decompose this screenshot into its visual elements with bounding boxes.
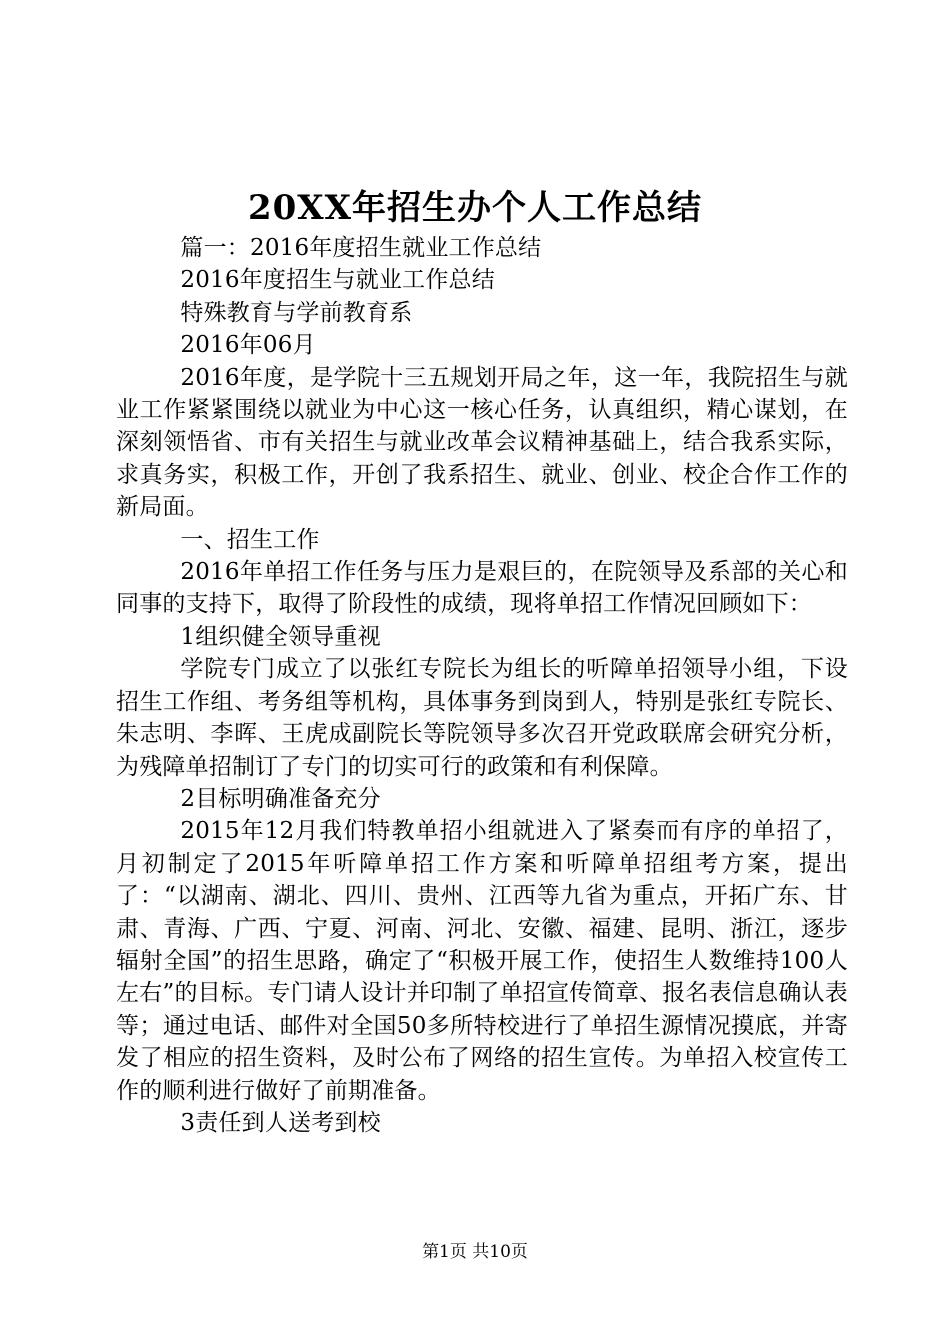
paragraph-report-title: 2016年度招生与就业工作总结 [180, 267, 495, 294]
paragraph-preparation: 2015年12月我们特教单招小组就进入了紧奏而有序的单招了，月初制定了2015年听障单招工作方案和听障单招组考方案，提出了：“以湖南、湖北、四川、贵州、江西等九省为重点，开拓广东、甘肃、青海、广西、宁夏、河南、河北、安徽、福建、昆明、浙江，逐步辐射全国”的招生思路，确定了“积极开展工作，使招生人数维持100人左右”的目标。专门请人设计并印制了单招宣传简章、报名表信息确认表等；通过电话、邮件对全国50多所特校进行了单招生源情况摸底，并寄发了相应的招生资料，及时公布了网络的招生宣传。为单招入校宣传工作的顺利进行做好了前期准备。 [116, 818, 848, 1104]
document-title: 20XX年招生办个人工作总结 [247, 188, 703, 228]
document-body [116, 232, 848, 1139]
paragraph-heading-enrollment: 一、招生工作 [180, 526, 320, 553]
paragraph-subheading-3: 3责任到人送考到校 [180, 1109, 381, 1136]
paragraph-intro: 2016年度，是学院十三五规划开局之年，这一年，我院招生与就业工作紧紧围绕以就业为中心这一核心任务，认真组织，精心谋划，在深刻领悟省、市有关招生与就业改革会议精神基础上，结合我系实际，求真务实，积极工作，开创了我系招生、就业、创业、校企合作工作的新局面。 [116, 364, 848, 521]
paragraph-date: 2016年06月 [180, 332, 316, 359]
paragraph-leadership: 学院专门成立了以张红专院长为组长的听障单招领导小组，下设招生工作组、考务组等机构，具体事务到岗到人，特别是张红专院长、朱志明、李晖、王虎成副院长等院领导多次召开党政联席会研究分析，为残障单招制订了专门的切实可行的政策和有利保障。 [116, 656, 848, 780]
paragraph-department: 特殊教育与学前教育系 [180, 299, 413, 326]
paragraph-subheading-1: 1组织健全领导重视 [180, 623, 381, 650]
paragraph-enrollment-overview: 2016年单招工作任务与压力是艰巨的，在院领导及系部的关心和同事的支持下，取得了阶段性的成绩，现将单招工作情况回顾如下： [116, 559, 848, 618]
paragraph-section-heading: 篇一：2016年度招生就业工作总结 [180, 235, 542, 261]
paragraph-subheading-2: 2目标明确准备充分 [180, 785, 381, 812]
page-footer: 第1页 共10页 [422, 1242, 528, 1262]
